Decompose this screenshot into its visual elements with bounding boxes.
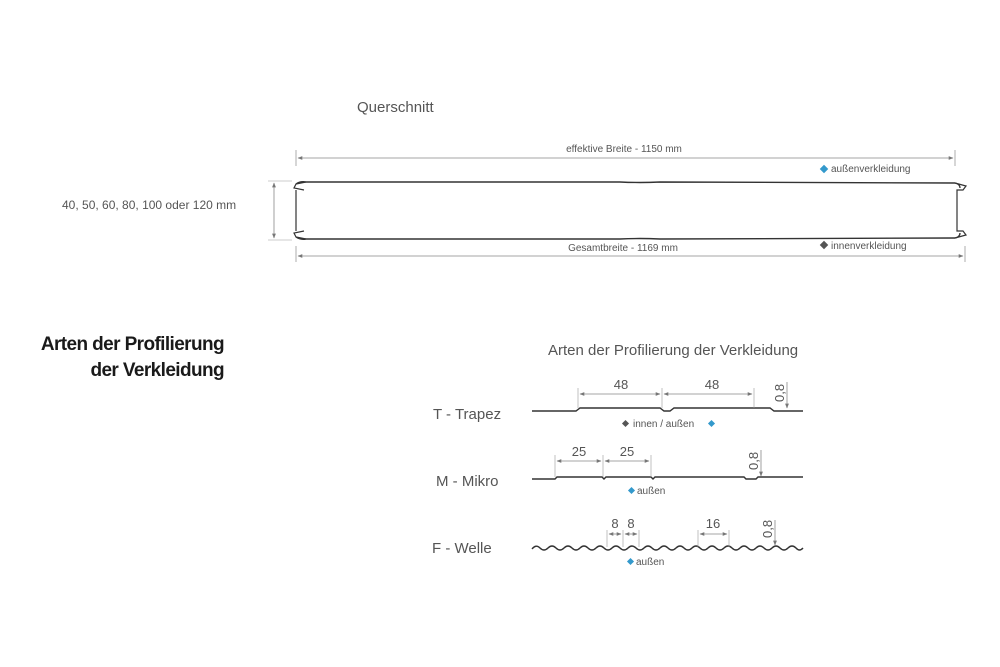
trapez-inner-marker-icon [622,420,629,427]
profiles-heading-line1: Arten der Profilierung [40,334,224,355]
mikro-sheet [532,477,803,479]
mikro-label: M - Mikro [436,473,499,490]
welle-sheet [532,546,803,550]
welle-profile [532,516,803,568]
right-joint [955,183,966,238]
trapez-label: T - Trapez [433,406,502,423]
trapez-depth: 0,8 [772,383,787,402]
trapez-profile [532,377,803,430]
profiles-title: Arten der Profilierung der Verkleidung [548,342,799,359]
mikro-dim2: 25 [619,444,635,459]
welle-depth: 0,8 [760,519,775,538]
inner-sheet [296,233,960,239]
outer-legend: außenverkleidung [831,164,911,175]
welle-dim1: 8 [611,516,619,531]
outer-sheet [296,182,960,188]
welle-outer-marker-icon [627,558,634,565]
inner-marker-icon [820,241,828,249]
welle-note: außen [636,557,665,568]
panel-thickness-label: 40, 50, 60, 80, 100 oder 120 mm [62,198,237,212]
trapez-dim1: 48 [613,377,629,392]
profiles-heading-line2: der Verkleidung [90,360,224,381]
outer-marker-icon [820,165,828,173]
mikro-outer-marker-icon [628,487,635,494]
mikro-note: außen [637,486,666,497]
total-width-label: Gesamtbreite - 1169 mm [568,243,678,254]
left-joint [294,182,306,239]
mikro-dim1: 25 [571,444,587,459]
cross-section-drawing [268,144,966,262]
mikro-depth: 0,8 [746,451,761,470]
cross-section-title: Querschnitt [357,99,434,116]
trapez-outer-marker-icon [708,420,715,427]
mikro-profile [532,444,803,497]
trapez-dim2: 48 [704,377,720,392]
effective-width-label: effektive Breite - 1150 mm [566,144,682,155]
trapez-note: innen / außen [633,419,695,430]
welle-label: F - Welle [432,540,492,557]
welle-dim2: 8 [627,516,635,531]
welle-dim3: 16 [705,516,721,531]
trapez-sheet [532,408,803,411]
inner-legend: innenverkleidung [831,241,907,252]
